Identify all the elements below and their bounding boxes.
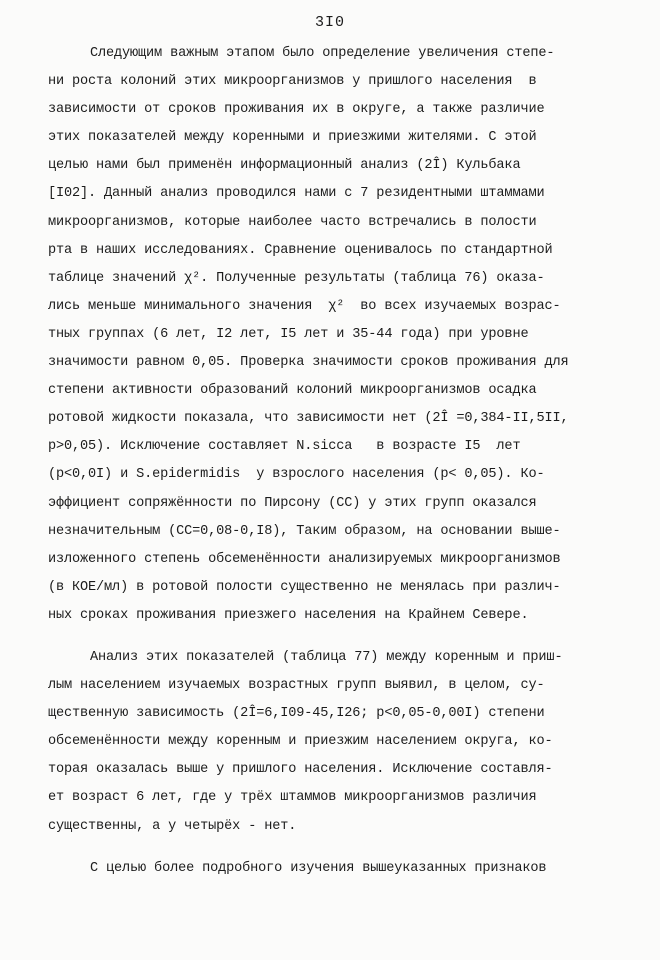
text-line: [I02]. Данный анализ проводился нами с 7 резидентными штаммами	[48, 186, 545, 202]
text-line: микроорганизмов, которые наиболее часто встречались в полости	[48, 214, 537, 230]
text-line: торая оказалась выше у пришлого населения. Исключение составля-	[48, 762, 553, 778]
text-line: целью нами был применён информационный анализ (2Î) Кульбака	[48, 158, 521, 174]
text-line: (p<0,0I) и S.epidermidis у взрослого населения (p< 0,05). Ко-	[48, 467, 545, 483]
text-line: (в КОЕ/мл) в ротовой полости существенно не менялась при различ-	[48, 579, 561, 595]
text-line: степени активности образований колоний микроорганизмов осадка	[48, 383, 537, 399]
text-line: ет возраст 6 лет, где у трёх штаммов микроорганизмов различия	[48, 790, 537, 806]
text-line: изложенного степень обсеменённости анализируемых микроорганизмов	[48, 551, 561, 567]
text-line: С целью более подробного изучения вышеуказанных признаков	[90, 860, 547, 876]
text-line: ных сроках проживания приезжего населения на Крайнем Севере.	[48, 607, 529, 623]
text-line: тных группах (6 лет, I2 лет, I5 лет и 35-44 года) при уровне	[48, 326, 529, 342]
text-line: ни роста колоний этих микроорганизмов у пришлого населения в	[48, 74, 537, 90]
text-line: обсеменённости между коренным и приезжим населением округа, ко-	[48, 734, 553, 750]
text-line: Анализ этих показателей (таблица 77) между коренным и приш-	[90, 649, 563, 665]
page-number: 3I0	[314, 14, 345, 31]
text-line: ротовой жидкости показала, что зависимости нет (2Î =0,384-II,5II,	[48, 411, 569, 427]
text-line: лым населением изучаемых возрастных групп выявил, в целом, су-	[48, 678, 545, 694]
text-line: значимости равном 0,05. Проверка значимости сроков проживания для	[48, 355, 569, 371]
text-line: лись меньше минимального значения χ² во всех изучаемых возрас-	[48, 298, 561, 314]
text-line: незначительным (CC=0,08-0,I8), Таким образом, на основании выше-	[48, 523, 561, 539]
text-line: таблице значений χ². Полученные результаты (таблица 76) оказа-	[48, 270, 545, 286]
text-line: зависимости от сроков проживания их в округе, а также различие	[48, 102, 545, 118]
text-line: рта в наших исследованиях. Сравнение оценивалось по стандартной	[48, 242, 553, 258]
text-line: Следующим важным этапом было определение увеличения степе-	[90, 46, 555, 61]
text-line: существенны, а у четырёх - нет.	[48, 818, 297, 834]
body-text	[48, 40, 638, 883]
text-line: щественную зависимость (2Î=6,I09-45,I26; p<0,05-0,00I) степени	[48, 706, 545, 722]
text-line: p>0,05). Исключение составляет N.sicca в возрасте I5 лет	[48, 439, 521, 455]
text-line: этих показателей между коренными и приезжими жителями. С этой	[48, 130, 537, 146]
text-line: эффициент сопряжённости по Пирсону (CC) у этих групп оказался	[48, 495, 537, 511]
